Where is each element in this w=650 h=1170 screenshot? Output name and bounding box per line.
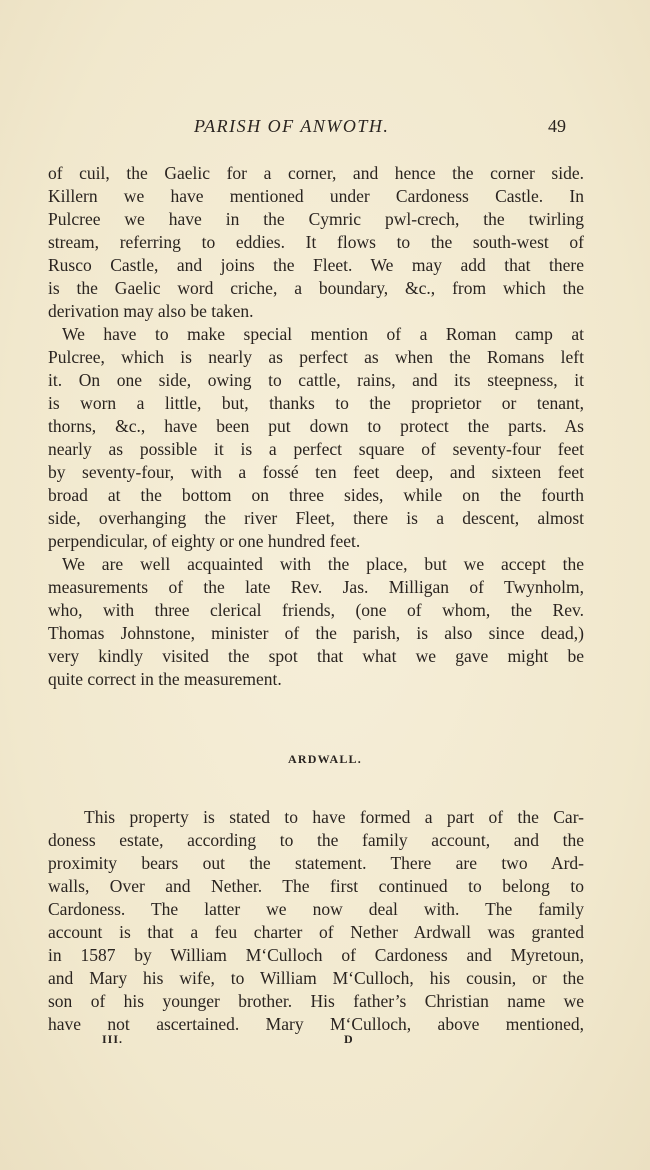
paragraph-start-line: We are well acquainted with the place, but we accept the [62, 554, 584, 574]
text-line: Pulcree we have in the Cymric pwl-crech, the twirling [48, 209, 584, 229]
text-line: Rusco Castle, and joins the Fleet. We may add that there [48, 255, 584, 275]
text-line: have not ascertained. Mary M‘Culloch, above mentioned, [48, 1014, 584, 1034]
text-line: account is that a feu charter of Nether Ardwall was granted [48, 922, 584, 942]
text-line: and Mary his wife, to William M‘Culloch, his cousin, or the [48, 968, 584, 988]
signature-letter: D [344, 1032, 353, 1046]
text-line: very kindly visited the spot that what we gave might be [48, 646, 584, 666]
text-line: Pulcree, which is nearly as perfect as when the Romans left [48, 347, 584, 367]
text-line: of cuil, the Gaelic for a corner, and hence the corner side. [48, 163, 584, 183]
text-line: walls, Over and Nether. The first continued to belong to [48, 876, 584, 896]
paragraph-start-line: This property is stated to have formed a part of the Car- [84, 807, 584, 827]
text-line: it. On one side, owing to cattle, rains, and its steepness, it [48, 370, 584, 390]
text-line: in 1587 by William M‘Culloch of Cardoness and Myretoun, [48, 945, 584, 965]
text-line: is worn a little, but, thanks to the proprietor or tenant, [48, 393, 584, 413]
text-line: proximity bears out the statement. There are two Ard- [48, 853, 584, 873]
text-line: quite correct in the measurement. [48, 669, 282, 689]
text-line: who, with three clerical friends, (one of whom, the Rev. [48, 600, 584, 620]
text-line: by seventy-four, with a fossé ten feet deep, and sixteen feet [48, 462, 584, 482]
text-line: thorns, &c., have been put down to protect the parts. As [48, 416, 584, 436]
text-line: broad at the bottom on three sides, while on the fourth [48, 485, 584, 505]
text-line: Cardoness. The latter we now deal with. The family [48, 899, 584, 919]
text-line: is the Gaelic word criche, a boundary, &c., from which the [48, 278, 584, 298]
running-title: PARISH OF ANWOTH. [194, 116, 390, 136]
text-line: Thomas Johnstone, minister of the parish, is also since dead,) [48, 623, 584, 643]
text-line: son of his younger brother. His father’s Christian name we [48, 991, 584, 1011]
text-line: derivation may also be taken. [48, 301, 254, 321]
text-line: Killern we have mentioned under Cardoness Castle. In [48, 186, 584, 206]
text-line: doness estate, according to the family account, and the [48, 830, 584, 850]
page-number: 49 [548, 116, 566, 136]
text-line: nearly as possible it is a perfect square of seventy-four feet [48, 439, 584, 459]
body-text-lower [48, 806, 584, 1036]
text-line: perpendicular, of eighty or one hundred feet. [48, 531, 361, 551]
body-text-upper [48, 162, 584, 691]
text-line: measurements of the late Rev. Jas. Milligan of Twynholm, [48, 577, 584, 597]
section-heading: ARDWALL. [288, 752, 362, 766]
running-head [0, 116, 650, 142]
signature-mark: III. [102, 1032, 124, 1046]
text-line: stream, referring to eddies. It flows to the south-west of [48, 232, 584, 252]
paragraph-start-line: We have to make special mention of a Roman camp at [62, 324, 584, 344]
text-line: side, overhanging the river Fleet, there is a descent, almost [48, 508, 584, 528]
